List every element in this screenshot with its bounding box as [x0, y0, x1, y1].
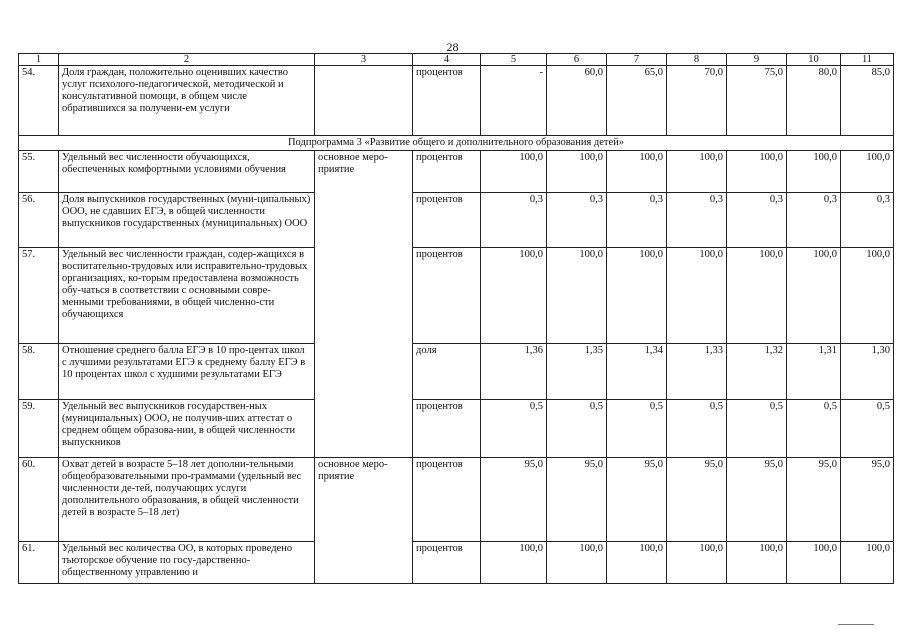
value-cell: 100,0	[481, 248, 547, 344]
table-row	[19, 66, 894, 136]
table-row	[19, 400, 894, 458]
header-cell: 8	[667, 54, 727, 66]
unit: процентов	[413, 248, 481, 344]
unit: процентов	[413, 542, 481, 584]
indicator-name: Охват детей в возрасте 5–18 лет дополни-тельными общеобразовательными про-граммами (удельный вес численности де-тей, получающих услуги дополнительного образования, в общей численности детей в возрасте 5–18 лет)	[59, 458, 315, 542]
header-cell: 6	[547, 54, 607, 66]
unit: процентов	[413, 193, 481, 248]
row-number: 60.	[19, 458, 59, 542]
row-number: 61.	[19, 542, 59, 584]
value-cell: 100,0	[667, 542, 727, 584]
value-cell: 100,0	[607, 151, 667, 193]
value-cell: 80,0	[787, 66, 841, 136]
value-cell: 95,0	[787, 458, 841, 542]
header-cell: 1	[19, 54, 59, 66]
table-row	[19, 193, 894, 248]
indicator-name: Доля граждан, положительно оценивших качество услуг психолого-педагогической, методической и консультативной помощи, в общем числе обратившихся за получени-ем услуги	[59, 66, 315, 136]
header-cell: 10	[787, 54, 841, 66]
value-cell: 95,0	[547, 458, 607, 542]
value-cell: 1,35	[547, 344, 607, 400]
value-cell: 0,5	[607, 400, 667, 458]
value-cell: 100,0	[547, 151, 607, 193]
unit: процентов	[413, 400, 481, 458]
scan-mark	[838, 624, 874, 625]
value-cell: 0,3	[667, 193, 727, 248]
measure-type: основное меро-приятие	[315, 151, 413, 458]
table-row	[19, 248, 894, 344]
value-cell: 95,0	[607, 458, 667, 542]
header-cell: 11	[841, 54, 894, 66]
value-cell: 0,3	[607, 193, 667, 248]
indicators-table	[18, 53, 894, 584]
table-row	[19, 458, 894, 542]
header-row	[19, 54, 894, 66]
value-cell: 0,5	[841, 400, 894, 458]
value-cell: 85,0	[841, 66, 894, 136]
indicator-name: Удельный вес выпускников государствен-ных (муниципальных) ООО, не получив-ших аттестат о среднем общем образова-нии, в общей численности выпускников	[59, 400, 315, 458]
value-cell: 100,0	[481, 151, 547, 193]
row-number: 56.	[19, 193, 59, 248]
value-cell: 100,0	[727, 151, 787, 193]
table-row	[19, 151, 894, 193]
value-cell: 0,3	[481, 193, 547, 248]
value-cell: 0,5	[547, 400, 607, 458]
indicator-name: Доля выпускников государственных (муни-ципальных) ООО, не сдавших ЕГЭ, в общей численности выпускников государственных (муниципальных) ООО	[59, 193, 315, 248]
value-cell: 1,33	[667, 344, 727, 400]
value-cell: 0,5	[727, 400, 787, 458]
value-cell: 1,32	[727, 344, 787, 400]
header-cell: 9	[727, 54, 787, 66]
unit: процентов	[413, 151, 481, 193]
value-cell: 0,3	[727, 193, 787, 248]
indicator-name: Удельный вес численности граждан, содер-жащихся в воспитательно-трудовых или исправительно-трудовых организациях, ко-торым предоставлена возможность обу-чаться в соответствии с основными совре-менными требованиями, в общей численно-сти обучающихся	[59, 248, 315, 344]
header-cell: 7	[607, 54, 667, 66]
indicator-name: Отношение среднего балла ЕГЭ в 10 про-центах школ с лучшими результатами ЕГЭ к среднему баллу ЕГЭ в 10 процентах школ с худшими результатами ЕГЭ	[59, 344, 315, 400]
value-cell: 100,0	[547, 542, 607, 584]
indicator-name: Удельный вес количества ОО, в которых проведено тьюторское обучение по госу-дарственно-общественному управлению и	[59, 542, 315, 584]
value-cell: -	[481, 66, 547, 136]
value-cell: 100,0	[841, 542, 894, 584]
value-cell: 95,0	[481, 458, 547, 542]
unit: процентов	[413, 458, 481, 542]
value-cell: 100,0	[841, 248, 894, 344]
value-cell: 100,0	[547, 248, 607, 344]
table-row	[19, 542, 894, 584]
value-cell: 70,0	[667, 66, 727, 136]
value-cell: 0,3	[787, 193, 841, 248]
value-cell: 0,5	[481, 400, 547, 458]
value-cell: 100,0	[787, 151, 841, 193]
subprogram-row	[19, 136, 894, 151]
value-cell: 0,3	[547, 193, 607, 248]
indicator-name: Удельный вес численности обучающихся, обеспеченных комфортными условиями обучения	[59, 151, 315, 193]
value-cell: 1,34	[607, 344, 667, 400]
value-cell: 1,30	[841, 344, 894, 400]
header-cell: 4	[413, 54, 481, 66]
value-cell: 100,0	[787, 542, 841, 584]
subprogram-title: Подпрограмма 3 «Развитие общего и дополнительного образования детей»	[19, 136, 894, 151]
value-cell: 60,0	[547, 66, 607, 136]
value-cell: 100,0	[607, 542, 667, 584]
header-cell: 5	[481, 54, 547, 66]
unit: процентов	[413, 66, 481, 136]
value-cell: 100,0	[787, 248, 841, 344]
page-number: 28	[446, 40, 459, 54]
unit: доля	[413, 344, 481, 400]
value-cell: 100,0	[727, 248, 787, 344]
value-cell: 95,0	[841, 458, 894, 542]
value-cell: 0,3	[841, 193, 894, 248]
value-cell: 100,0	[667, 151, 727, 193]
value-cell: 0,5	[787, 400, 841, 458]
measure-type	[315, 66, 413, 136]
header-cell: 2	[59, 54, 315, 66]
row-number: 59.	[19, 400, 59, 458]
value-cell: 100,0	[481, 542, 547, 584]
table-row	[19, 344, 894, 400]
measure-type: основное меро-приятие	[315, 458, 413, 584]
value-cell: 100,0	[607, 248, 667, 344]
value-cell: 65,0	[607, 66, 667, 136]
value-cell: 1,31	[787, 344, 841, 400]
value-cell: 0,5	[667, 400, 727, 458]
value-cell: 100,0	[667, 248, 727, 344]
row-number: 57.	[19, 248, 59, 344]
value-cell: 95,0	[667, 458, 727, 542]
row-number: 54.	[19, 66, 59, 136]
row-number: 55.	[19, 151, 59, 193]
value-cell: 95,0	[727, 458, 787, 542]
value-cell: 100,0	[727, 542, 787, 584]
value-cell: 100,0	[841, 151, 894, 193]
value-cell: 1,36	[481, 344, 547, 400]
row-number: 58.	[19, 344, 59, 400]
header-cell: 3	[315, 54, 413, 66]
value-cell: 75,0	[727, 66, 787, 136]
